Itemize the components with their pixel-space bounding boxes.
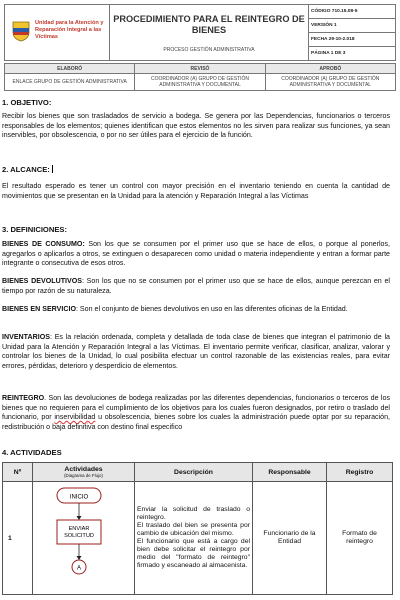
- flow-step-label-line: SOLICITUD: [64, 533, 94, 539]
- text-cursor: [52, 165, 53, 173]
- flow-step-label-line: ENVIAR: [68, 526, 90, 532]
- reviso-header: REVISÓ: [135, 64, 265, 74]
- arrowhead-icon: [77, 556, 82, 560]
- document-page: [4, 4, 396, 91]
- objetivo-text: Recibir los bienes que son trasladados de servicio a bodega. Se genera por las Dependencias, funcionarios o terceros responsables de los elementos; quienes identifican que estos elementos no les sirven para realizar sus funciones, ya sean inservibles, por obsolescencia, o por no ser útiles para el ejercicio de la función.: [2, 112, 390, 140]
- col-header-num: Nº: [3, 463, 33, 482]
- document-header: [4, 4, 396, 61]
- col-header-descripcion: Descripción: [135, 463, 253, 482]
- flow-process-box: [57, 520, 101, 544]
- col-header-registro: Registro: [327, 463, 393, 482]
- row-number: 1: [3, 482, 33, 595]
- table-row: [3, 482, 393, 595]
- document-title: PROCEDIMIENTO PARA EL REINTEGRO DE BIENES: [113, 14, 305, 35]
- elaboro-value: ENLACE GRUPO DE GESTIÓN ADMINISTRATIVA: [5, 74, 135, 91]
- arrowhead-icon: [77, 516, 82, 520]
- alcance-text: El resultado esperado es tener un control con mayor precisión en el inventario teniendo en cuenta la cantidad de movimientos que se presentan en la Unidad para la atención y Reparación Integral a las Víctimas: [2, 182, 390, 200]
- def-reintegro: [2, 394, 390, 432]
- def-text: u obsolescencia, bienes sobre los cuales la administración puede optar por su reparación, redistribución o baja definitiva con destino final especifico: [2, 413, 390, 431]
- objetivo-heading: 1. OBJETIVO:: [2, 98, 52, 107]
- def-inventarios: [2, 333, 390, 371]
- alcance-heading-text: 2. ALCANCE:: [2, 165, 50, 174]
- col-header-actividades-sub: (Diagrama de Flujo): [64, 473, 103, 478]
- spellcheck-flagged-word: inservibilidad: [54, 413, 96, 422]
- def-text: . Son las devoluciones de bodega realizadas por las diferentes dependencias, funcionarios o terceros de los bienes que no requieren para el cumplimiento de los objetivos para los cuales fueron designados, por retiro o traslado del funcionario, por: [2, 394, 390, 422]
- description-line: El funcionario que está a cargo del bien debe solicitar el reintegro por medio del "formato de reintegro" firmado y escaneado al almacenista.: [137, 538, 250, 569]
- definiciones-heading: 3. DEFINICIONES:: [2, 225, 67, 234]
- def-text: : Son el conjunto de bienes devolutivos en uso en las diferentes oficinas de la Entidad.: [75, 305, 348, 313]
- def-term: BIENES DEVOLUTIVOS: [2, 277, 82, 285]
- def-text: : Son los que no se consumen por el primer uso que se hace de ellos, aunque perezcan en el tiempo por razón de su naturaleza.: [2, 277, 390, 295]
- date-field: FECHA 29-10-2.018: [309, 33, 396, 47]
- activities-table: [2, 462, 393, 595]
- signature-table: [4, 63, 396, 91]
- def-bienes-devolutivos: [2, 277, 390, 296]
- logo-cell: [5, 5, 110, 61]
- description-line: Enviar la solicitud de traslado o reintegro.: [137, 506, 250, 521]
- col-header-responsable: Responsable: [253, 463, 327, 482]
- title-cell: [110, 5, 309, 61]
- def-term: INVENTARIOS: [2, 333, 50, 341]
- code-field: CÓDIGO 710.15.08-5: [309, 5, 396, 19]
- process-name: PROCESO GESTIÓN ADMINISTRATIVA: [163, 47, 255, 53]
- actividades-heading: 4. ACTIVIDADES: [2, 448, 62, 457]
- version-field: VERSIÓN 1: [309, 19, 396, 33]
- coat-of-arms-icon: [11, 20, 31, 42]
- col-header-actividades: [33, 463, 135, 482]
- col-header-actividades-label: Actividades: [64, 466, 103, 473]
- alcance-heading[interactable]: [2, 165, 53, 174]
- flow-start-label: INICIO: [69, 494, 89, 501]
- flowchart-cell: [33, 482, 135, 595]
- elaboro-header: ELABORÓ: [5, 64, 135, 74]
- description-cell: [135, 482, 253, 595]
- def-text: : Es la relación ordenada, completa y detallada de toda clase de bienes que integran el patrimonio de la Unidad para la Atención y Reparación Integral a las Víctimas. El inventario permite verificar, clasificar, analizar, valorar y controlar los bienes de la Unidad, lo cual posibilita efectuar un control razonable de las existencias reales, para evitar errores, pérdidas, deterioro y desperdicio de elementos.: [2, 333, 390, 370]
- def-term: BIENES DE CONSUMO:: [2, 240, 85, 248]
- aprobo-value: COORDINADOR (A) GRUPO DE GESTIÓN ADMINISTRATIVA Y DOCUMENTAL: [265, 74, 395, 91]
- page-field: PÁGINA 1 DE 3: [309, 47, 396, 61]
- description-line: El traslado del bien se presenta por cambio de ubicación del mismo.: [137, 522, 250, 537]
- def-bienes-servicio: [2, 305, 390, 315]
- aprobo-header: APROBÓ: [265, 64, 395, 74]
- flowchart-diagram: [35, 483, 133, 593]
- logo-text: Unidad para la Atención y Reparación Integral a las Víctimas: [35, 20, 104, 40]
- def-bienes-consumo: [2, 240, 390, 269]
- def-term: BIENES EN SERVICIO: [2, 305, 76, 313]
- def-text: Son los que se consumen por el primer uso que se hace de ellos, o porque al ponerlos, agregarlos o aplicarlos a otros, se extinguen o desaparecen como unidad o materia independiente y entran a formar parte integrante o consecutiva de esos otros.: [2, 240, 390, 268]
- responsable-cell: Funcionario de la Entidad: [253, 482, 327, 595]
- registro-cell: Formato de reintegro: [327, 482, 393, 595]
- def-term: REINTEGRO: [2, 394, 45, 402]
- flow-connector-label: A: [76, 565, 82, 572]
- reviso-value: COORDINADOR (A) GRUPO DE GESTIÓN ADMINISTRATIVA Y DOCUMENTAL: [135, 74, 265, 91]
